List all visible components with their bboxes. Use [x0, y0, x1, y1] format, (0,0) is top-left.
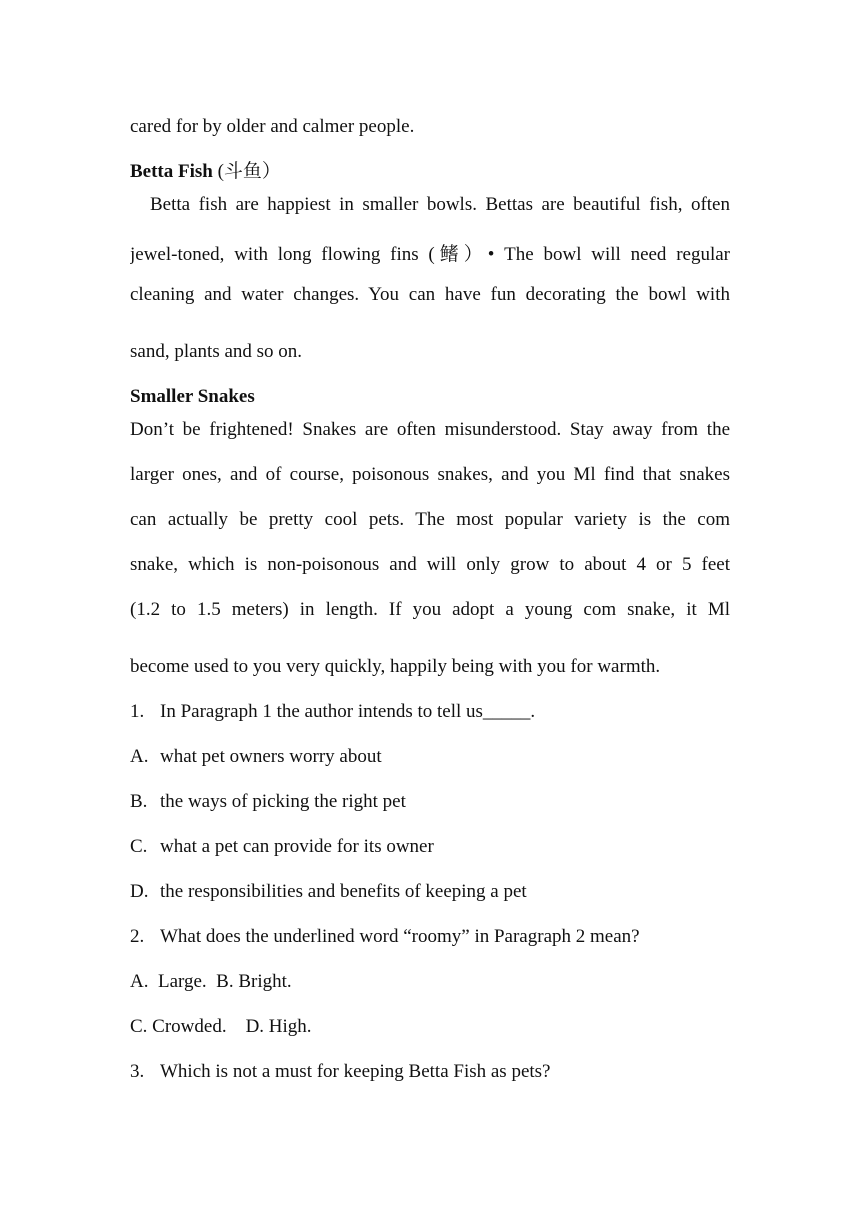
snakes-line-4: snake, which is non-poisonous and will only grow to about 4 or 5 feet: [130, 554, 730, 575]
option-letter: C.: [130, 836, 148, 857]
option-letter: B.: [130, 791, 148, 812]
question-1-option-d: [130, 869, 730, 914]
section-heading-betta: [130, 149, 730, 194]
option-letter: A.: [130, 746, 149, 767]
question-3: [130, 1049, 730, 1094]
snakes-line-1: Don’t be frightened! Snakes are often misunderstood. Stay away from the: [130, 419, 730, 440]
betta-line-2: jewel-toned, with long flowing fins (鳍）• The bowl will need regular: [130, 244, 730, 265]
snakes-line-2: larger ones, and of course, poisonous snakes, and you Ml find that snakes: [130, 464, 730, 485]
question-1: [130, 689, 730, 734]
question-1-number: 1.: [130, 701, 145, 722]
question-1-option-b: [130, 779, 730, 824]
question-1-text: In Paragraph 1 the author intends to tell us_____.: [160, 701, 536, 722]
option-text: what a pet can provide for its owner: [160, 836, 434, 857]
snakes-line-3: can actually be pretty cool pets. The most popular variety is the com: [130, 509, 730, 530]
betta-heading-note: (斗鱼）: [217, 161, 281, 182]
option-text: the responsibilities and benefits of keeping a pet: [160, 881, 527, 902]
betta-heading: Betta Fish: [130, 161, 213, 182]
question-1-option-c: [130, 824, 730, 869]
question-3-text: Which is not a must for keeping Betta Fish as pets?: [160, 1061, 551, 1082]
passage-intro-tail: cared for by older and calmer people.: [130, 116, 415, 137]
question-2: [130, 914, 730, 959]
betta-line-4: sand, plants and so on.: [130, 341, 303, 362]
question-1-option-a: [130, 734, 730, 779]
question-2-options-row-1: A. Large. B. Bright.: [130, 971, 292, 992]
question-2-text: What does the underlined word “roomy” in Paragraph 2 mean?: [160, 926, 640, 947]
betta-line-1: Betta fish are happiest in smaller bowls. Bettas are beautiful fish, often: [150, 194, 730, 215]
option-text: what pet owners worry about: [160, 746, 382, 767]
document-page: [130, 104, 730, 1094]
question-2-options-row-2: C. Crowded. D. High.: [130, 1016, 312, 1037]
section-heading-snakes: Smaller Snakes: [130, 386, 255, 407]
question-2-number: 2.: [130, 926, 145, 947]
option-text: the ways of picking the right pet: [160, 791, 406, 812]
betta-line-3: cleaning and water changes. You can have fun decorating the bowl with: [130, 284, 730, 305]
snakes-line-6: become used to you very quickly, happily being with you for warmth.: [130, 656, 661, 677]
snakes-line-5: (1.2 to 1.5 meters) in length. If you adopt a young com snake, it Ml: [130, 599, 730, 620]
question-3-number: 3.: [130, 1061, 145, 1082]
option-letter: D.: [130, 881, 149, 902]
